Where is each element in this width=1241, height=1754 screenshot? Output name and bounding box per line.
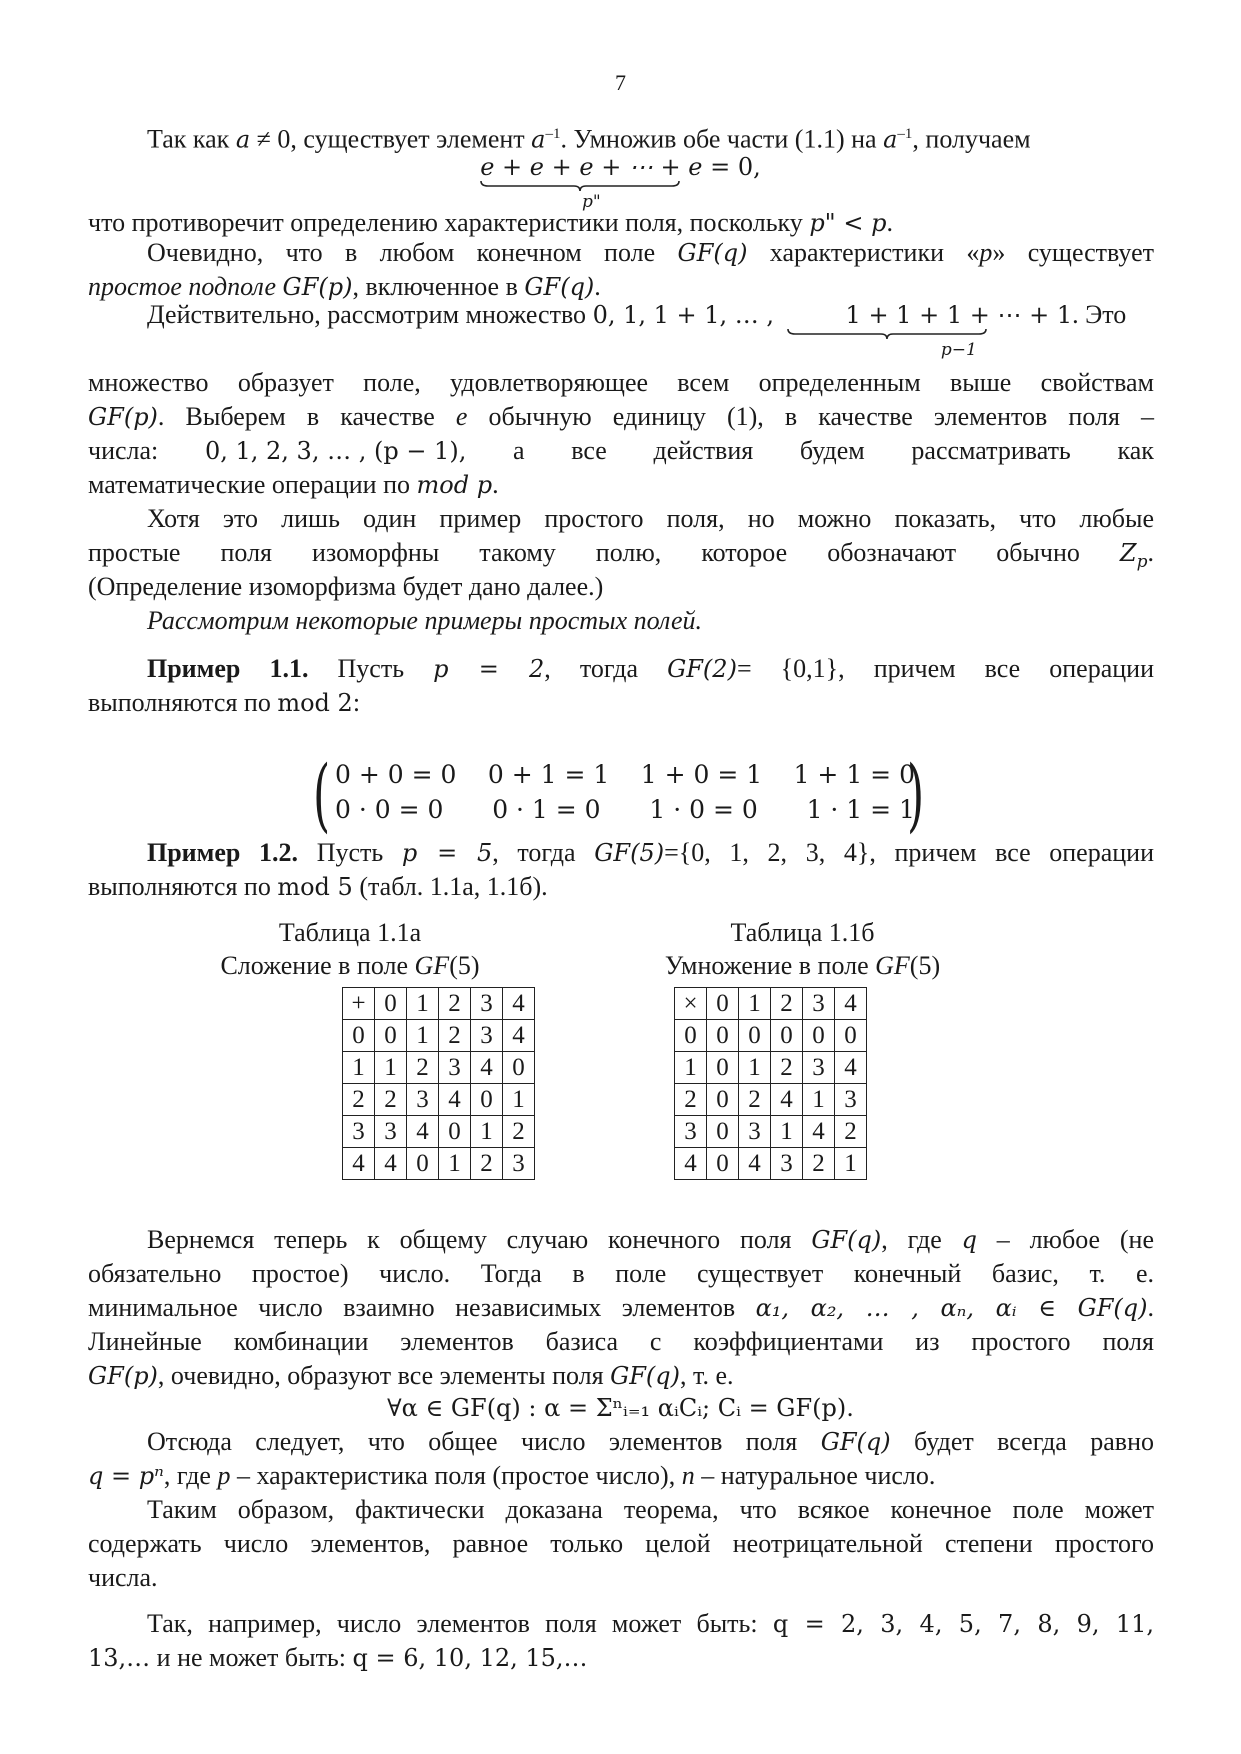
page-number: 7 xyxy=(615,70,626,95)
equation-underbrace-sum: e + e + e + ⋯ + e p" = 0, xyxy=(480,153,761,212)
table-a-number: Таблица 1.1а xyxy=(278,918,422,947)
table-a-caption xyxy=(180,916,520,982)
paragraph-9-line-3: числа. xyxy=(88,1563,158,1592)
paragraph-7-line-3: минимальное число взаимно независимых элементов α₁, α₂, … , αₙ, αᵢ ∈ GF(q). xyxy=(88,1293,1154,1322)
table-b-title: Умножение в поле GF(5) xyxy=(664,951,941,980)
table-row: 0 0 0 0 0 0 xyxy=(675,1020,867,1052)
paragraph-1: Так как a ≠ 0, существует элемент $a^{-1}$. Умножив обе части (1.1) на $a^{-1}$, получаем xyxy=(147,124,1031,154)
paragraph-7-line-4: Линейные комбинации элементов базиса с коэффициентами из простого поля xyxy=(88,1327,1154,1356)
table-a-title: Сложение в поле GF(5) xyxy=(220,951,480,980)
example-1-2-line-1: Пример 1.2. Пусть p = 5, тогда GF(5)={0, 1, 2, 3, 4}, причем все операции xyxy=(147,838,1155,867)
table-b-caption xyxy=(625,916,980,982)
example-1-1-line-2: выполняются по mod 2: xyxy=(88,688,361,717)
paragraph-4-line-2: множество образует поле, удовлетворяющее всем определенным выше свойствам xyxy=(88,368,1154,397)
table-row: 1 0 1 2 3 4 xyxy=(675,1052,867,1084)
table-row: 4 0 4 3 2 1 xyxy=(675,1148,867,1180)
paragraph-9-line-1: Таким образом, фактически доказана теорема, что всякое конечное поле может xyxy=(147,1495,1154,1524)
table-row: × 0 1 2 3 4 xyxy=(675,988,867,1020)
paragraph-6-italic: Рассмотрим некоторые примеры простых полей. xyxy=(147,606,703,635)
multiplication-table-gf5 xyxy=(674,987,867,1180)
table-row: 4 4 0 1 2 3 xyxy=(343,1148,535,1180)
paragraph-5-line-3: (Определение изоморфизма будет дано далее.) xyxy=(88,572,604,601)
paragraph-5-line-1: Хотя это лишь один пример простого поля, но можно показать, что любые xyxy=(147,504,1154,533)
paragraph-8-line-1: Отсюда следует, что общее число элементов поля GF(q) будет всегда равно xyxy=(147,1427,1154,1456)
right-paren-icon: ) xyxy=(907,748,925,841)
example-1-1-label: Пример 1.1. xyxy=(147,654,309,683)
paragraph-10-line-1: Так, например, число элементов поля может быть: q = 2, 3, 4, 5, 7, 8, 9, 11, xyxy=(147,1609,1154,1638)
table-row: 3 3 4 0 1 2 xyxy=(343,1116,535,1148)
paragraph-7-line-2: обязательно простое) число. Тогда в поле существует конечный базис, т. е. xyxy=(88,1259,1154,1288)
paragraph-7-line-1: Вернемся теперь к общему случаю конечного поля GF(q), где q – любое (не xyxy=(147,1225,1155,1254)
example-1-2-label: Пример 1.2. xyxy=(147,838,299,867)
paragraph-4-line-1: Действительно, рассмотрим множество 0, 1, 1 + 1, … , 1 + 1 + 1 + ⋯ + 1 p−1 . Это xyxy=(147,300,1127,360)
paragraph-3-line-2: простое подполе GF(p), включенное в GF(q). xyxy=(88,272,601,301)
table-row: 0 0 1 2 3 4 xyxy=(343,1020,535,1052)
equation-basis-sum: ∀α ∈ GF(q) : α = Σⁿᵢ₌₁ αᵢCᵢ; Cᵢ = GF(p). xyxy=(387,1394,854,1422)
table-row: 3 0 3 1 4 2 xyxy=(675,1116,867,1148)
table-row: 1 1 2 3 4 0 xyxy=(343,1052,535,1084)
operations-row-addition: 0 + 0 = 0 0 + 1 = 1 1 + 0 = 1 1 + 1 = 0 xyxy=(335,760,915,789)
example-1-1-line-1: Пример 1.1. Пусть p = 2, тогда GF(2)= {0,1}, причем все операции xyxy=(147,654,1155,683)
paragraph-10-line-2: 13,… и не может быть: q = 6, 10, 12, 15,… xyxy=(88,1643,588,1672)
paragraph-4-line-4: числа: 0, 1, 2, 3, … , (p − 1), а все действия будем рассматривать как xyxy=(88,436,1154,465)
paragraph-7-line-5: GF(p), очевидно, образуют все элементы поля GF(q), т. е. xyxy=(88,1361,734,1390)
paragraph-8-line-2: q = pⁿ, где p – характеристика поля (простое число), n – натуральное число. xyxy=(88,1461,936,1490)
example-1-2-line-2: выполняются по mod 5 (табл. 1.1а, 1.1б). xyxy=(88,872,548,901)
table-row: + 0 1 2 3 4 xyxy=(343,988,535,1020)
underbrace-icon xyxy=(787,328,987,340)
paragraph-4-line-5: математические операции по mod p. xyxy=(88,470,499,499)
paragraph-9-line-2: содержать число элементов, равное только целой неотрицательной степени простого xyxy=(88,1529,1154,1558)
table-row: 2 2 3 4 0 1 xyxy=(343,1084,535,1116)
table-row: 2 0 2 4 1 3 xyxy=(675,1084,867,1116)
underbrace-icon xyxy=(480,180,680,192)
paragraph-2: что противоречит определению характеристики поля, поскольку p" < p. xyxy=(88,208,893,237)
addition-table-gf5 xyxy=(342,987,535,1180)
operations-row-multiplication: 0 · 0 = 0 0 · 1 = 0 1 · 0 = 0 1 · 1 = 1 xyxy=(335,795,915,824)
paragraph-3-line-1: Очевидно, что в любом конечном поле GF(q) характеристики «p» существует xyxy=(147,238,1154,267)
paragraph-5-line-2: простые поля изоморфны такому полю, которое обозначают обычно $Z_p$. xyxy=(88,538,1154,573)
paragraph-4-line-3: GF(p). Выберем в качестве e обычную единицу (1), в качестве элементов поля – xyxy=(88,402,1155,431)
left-paren-icon: ( xyxy=(313,748,331,841)
table-b-number: Таблица 1.1б xyxy=(730,918,875,947)
